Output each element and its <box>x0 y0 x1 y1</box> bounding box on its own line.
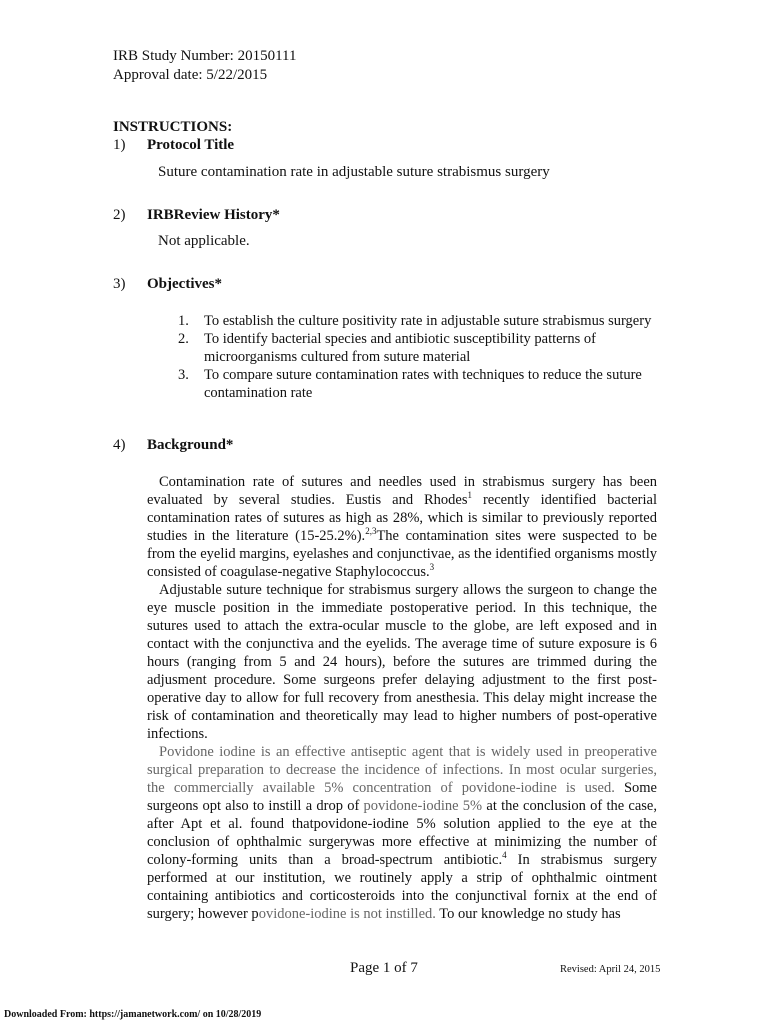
text-run: recently identified bacterial contamination rates of sutures as high as 28%, which is similar to previously reported studies in the literature (15-25.2%). <box>147 492 657 544</box>
text-run: The contamination sites were suspected to be from the eyelid margins, eyelashes and conjunctivae, as the identified organisms mostly consisted of coagulase-negative Staphylococcus. <box>147 528 657 580</box>
list-item <box>178 330 658 366</box>
list-item-text: To establish the culture positivity rate in adjustable suture strabismus surgery <box>204 313 652 329</box>
protocol-title-text: Suture contamination rate in adjustable suture strabismus surgery <box>158 164 550 180</box>
section-4-title: Background* <box>147 437 234 453</box>
section-1-number: 1) <box>113 137 126 153</box>
citation: 4 <box>502 850 507 861</box>
background-paragraph-3 <box>147 743 657 923</box>
text-run: ovidone-iodine is not instilled. <box>258 906 436 922</box>
download-notice: Downloaded From: https://jamanetwork.com/ on 10/28/2019 <box>4 1009 262 1020</box>
background-paragraph-1 <box>147 473 657 581</box>
text-run: povidone-iodine 5% <box>363 798 483 814</box>
approval-date: Approval date: 5/22/2015 <box>113 67 268 83</box>
section-1-title: Protocol Title <box>147 137 235 153</box>
irb-study-number: IRB Study Number: 20150111 <box>113 48 297 64</box>
list-item-text: To compare suture contamination rates with techniques to reduce the suture contamination rate <box>204 367 642 401</box>
section-3-number: 3) <box>113 276 126 292</box>
text-run: Contamination rate of sutures and needles used in strabismus surgery has been evaluated by several studies. Eustis and Rhodes <box>147 474 657 508</box>
list-item-number: 3. <box>178 367 189 383</box>
section-3-title: Objectives* <box>147 276 222 292</box>
instructions-heading: INSTRUCTIONS: <box>113 119 233 135</box>
citation: 3 <box>429 562 435 573</box>
list-item-text: To identify bacterial species and antibiotic susceptibility patterns of microorganisms cultured from suture material <box>204 331 596 365</box>
background-body <box>147 473 657 923</box>
list-item <box>178 366 658 402</box>
text-run: Povidone iodine is an effective antiseptic agent that is widely used in preoperative surgical preparation to decrease the incidence of infections. In most ocular surgeries, the commercially available 5% concentration of povidone-iodine is used. <box>147 744 657 796</box>
text-run: at the conclusion of the case, after Apt et al. found thatpovidone-iodine 5% solution applied to the eye at the conclusion of ophthalmic surgerywas more effective at minimizing the number of colony-forming units than a broad-spectrum antibiotic. <box>147 798 657 868</box>
text-run: In strabismus surgery performed at our institution, we routinely apply a strip of ophthalmic ointment containing antibiotics and corticosteroids into the conjunctival fornix at the end of surgery; however p <box>147 852 657 922</box>
citation: 1 <box>467 490 473 501</box>
section-4-number: 4) <box>113 437 126 453</box>
text-run: Some surgeons opt also to instill a drop of <box>147 780 657 814</box>
page-number: Page 1 of 7 <box>350 960 418 976</box>
objectives-list <box>178 312 658 402</box>
list-item-number: 1. <box>178 313 189 329</box>
section-2-title: IRBReview History* <box>147 207 280 223</box>
list-item <box>178 312 658 330</box>
citation: 2,3 <box>365 526 377 537</box>
list-item-number: 2. <box>178 331 189 347</box>
revised-date: Revised: April 24, 2015 <box>560 964 661 975</box>
text-run: To our knowledge no study has <box>435 906 621 922</box>
review-history-text: Not applicable. <box>158 233 250 249</box>
background-paragraph-2: Adjustable suture technique for strabismus surgery allows the surgeon to change the eye muscle position in the immediate postoperative period. In this technique, the sutures used to attach the extra-ocular muscle to the globe, are left exposed and in contact with the conjunctiva and the eyelids. The average time of suture exposure is 6 hours (ranging from 5 and 24 hours), before the sutures are trimmed during the adjusment procedure. Some surgeons prefer delaying adjustment to the first post-operative day to allow for full recovery from anesthesia. This delay might increase the risk of contamination and theoretically may lead to higher numbers of post-operative infections. <box>147 582 657 742</box>
section-2-number: 2) <box>113 207 126 223</box>
